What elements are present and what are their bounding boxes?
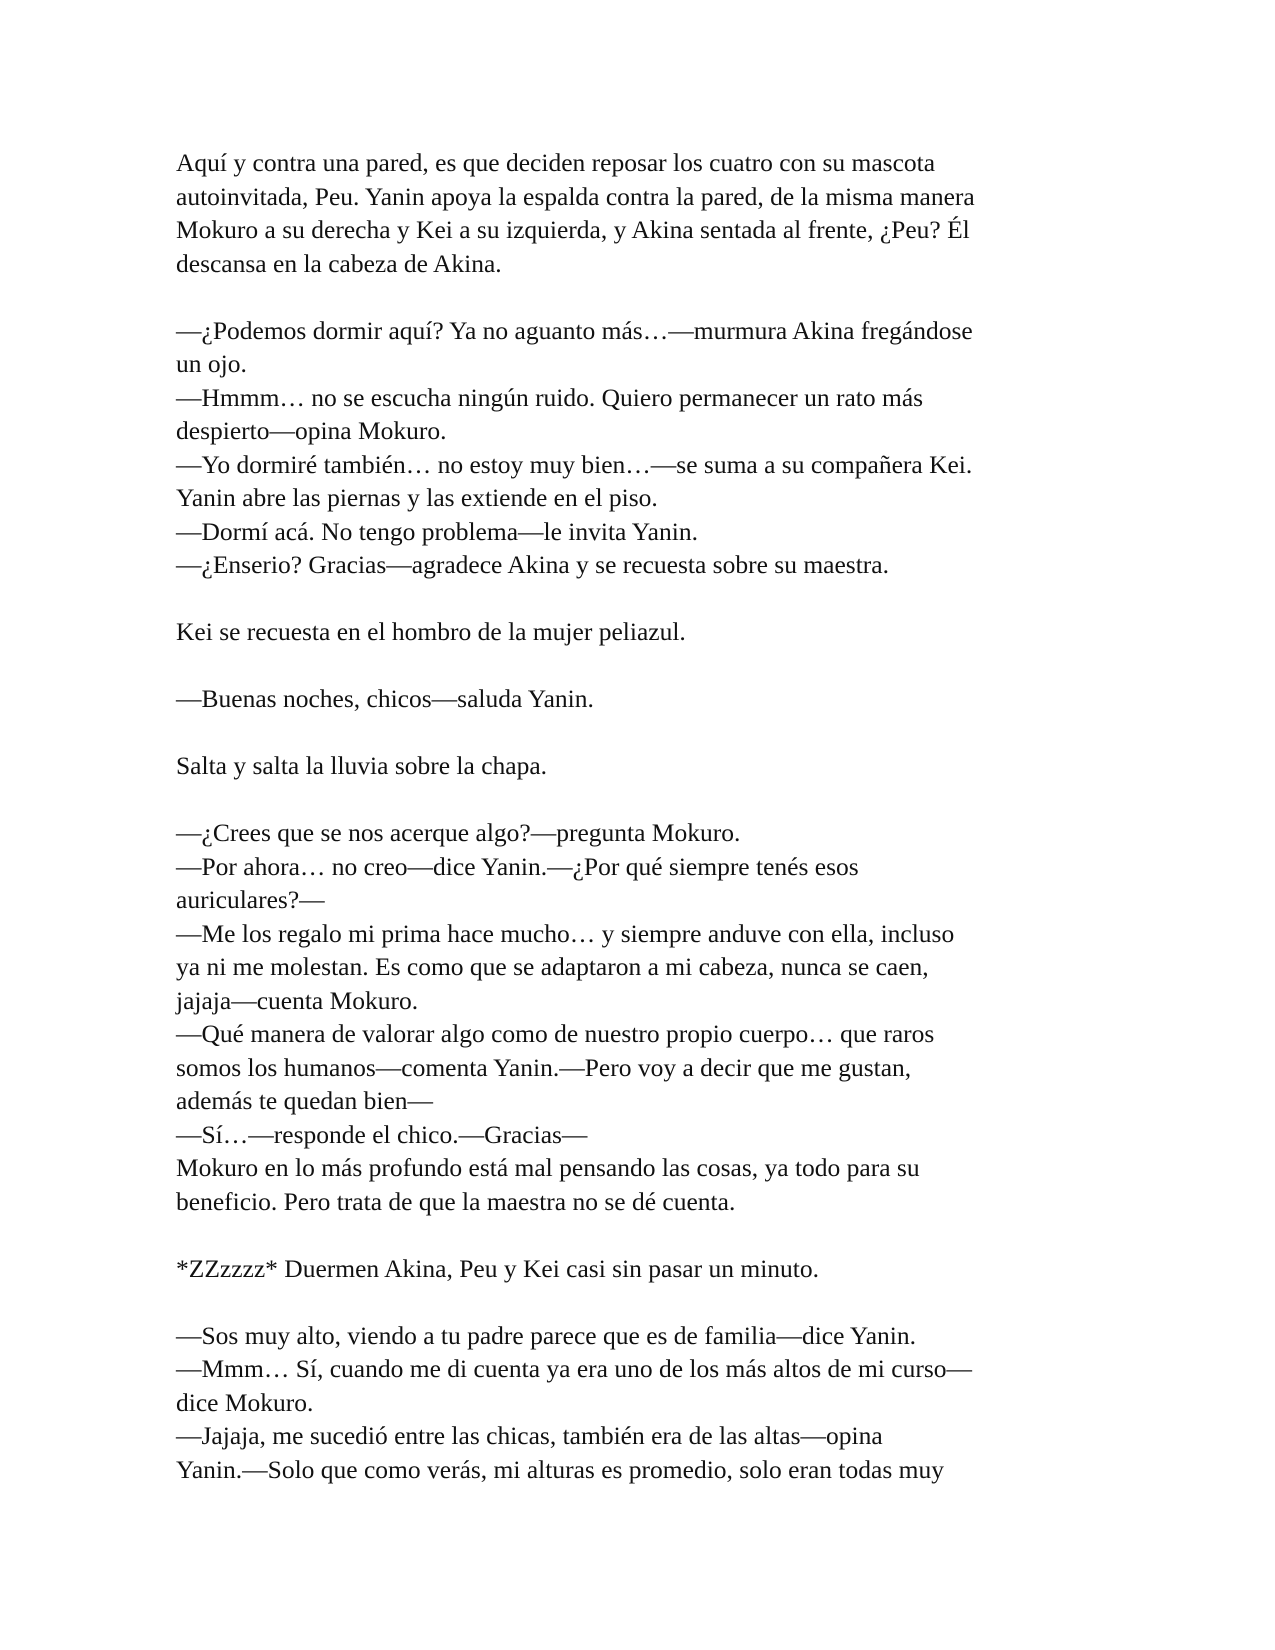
text-line: Yanin.—Solo que como verás, mi alturas es promedio, solo eran todas muy [176, 1454, 944, 1484]
text-line: autoinvitada, Peu. Yanin apoya la espalda contra la pared, de la misma manera [176, 181, 975, 211]
text-line: un ojo. [176, 349, 247, 378]
text-line: —Yo dormiré también… no estoy muy bien…—se suma a su compañera Kei. [176, 449, 973, 479]
text-line: —Qué manera de valorar algo como de nuestro propio cuerpo… que raros [176, 1019, 935, 1048]
text-line: —¿Crees que se nos acerque algo?—pregunta Mokuro. [176, 818, 741, 847]
text-line: *ZZzzzz* Duermen Akina, Peu y Kei casi sin pasar un minuto. [176, 1253, 819, 1283]
text-line: ya ni me molestan. Es como que se adaptaron a mi cabeza, nunca se caen, [176, 952, 929, 981]
text-line: Aquí y contra una pared, es que deciden reposar los cuatro con su mascota [176, 148, 936, 177]
paragraph-gap [176, 783, 1096, 817]
text-line: —Me los regalo mi prima hace mucho… y siempre anduve con ella, incluso [176, 918, 955, 948]
text-line: somos los humanos—comenta Yanin.—Pero voy a decir que me gustan, [176, 1052, 912, 1082]
text-line: además te quedan bien— [176, 1086, 434, 1115]
paragraph-gap [176, 716, 1096, 750]
text-line: Yanin abre las piernas y las extiende en el piso. [176, 483, 658, 512]
text-line: dice Mokuro. [176, 1387, 314, 1417]
text-line: descansa en la cabeza de Akina. [176, 248, 502, 278]
paragraph-gap [176, 1218, 1096, 1252]
document-page [176, 146, 1096, 1486]
text-line: —Sí…—responde el chico.—Gracias— [176, 1119, 588, 1149]
text-line: —Hmmm… no se escucha ningún ruido. Quiero permanecer un rato más [176, 382, 924, 412]
paragraph-gap [176, 582, 1096, 616]
text-line: —Jajaja, me sucedió entre las chicas, también era de las altas—opina [176, 1421, 883, 1450]
text-line: Salta y salta la lluvia sobre la chapa. [176, 751, 548, 780]
text-line: Mokuro a su derecha y Kei a su izquierda, y Akina sentada al frente, ¿Peu? Él [176, 215, 970, 244]
text-line: —Buenas noches, chicos—saluda Yanin. [176, 684, 594, 713]
text-line: —Dormí acá. No tengo problema—le invita Yanin. [176, 516, 698, 546]
text-line: despierto—opina Mokuro. [176, 416, 447, 445]
text-line: —¿Podemos dormir aquí? Ya no aguanto más…—murmura Akina fregándose [176, 315, 973, 345]
paragraph-gap [176, 280, 1096, 314]
paragraph-gap [176, 649, 1096, 683]
text-line: jajaja—cuenta Mokuro. [176, 985, 419, 1015]
text-line: —¿Enserio? Gracias—agradece Akina y se recuesta sobre su maestra. [176, 550, 889, 579]
text-line: —Por ahora… no creo—dice Yanin.—¿Por qué siempre tenés esos [176, 851, 859, 881]
text-line: auriculares?— [176, 885, 325, 914]
text-line: —Mmm… Sí, cuando me di cuenta ya era uno de los más altos de mi curso— [176, 1354, 973, 1383]
text-line: —Sos muy alto, viendo a tu padre parece que es de familia—dice Yanin. [176, 1320, 917, 1350]
text-line: Kei se recuesta en el hombro de la mujer peliazul. [176, 617, 686, 646]
text-line: beneficio. Pero trata de que la maestra no se dé cuenta. [176, 1186, 736, 1216]
text-line: Mokuro en lo más profundo está mal pensando las cosas, ya todo para su [176, 1153, 920, 1182]
paragraph-gap [176, 1285, 1096, 1319]
